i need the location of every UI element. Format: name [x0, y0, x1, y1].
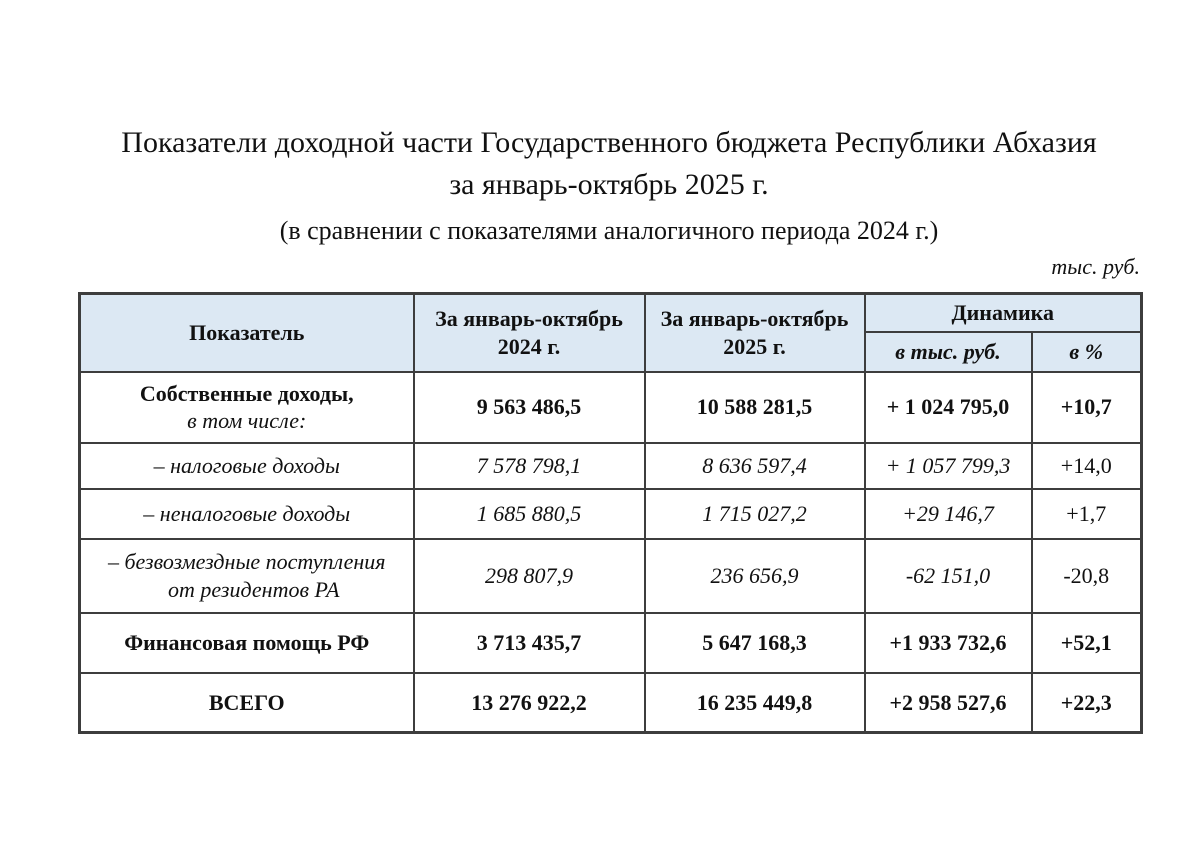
header-dynamics: Динамика: [865, 294, 1142, 332]
value-percent: -20,8: [1032, 539, 1142, 613]
row-label-line-1: – безвозмездные поступления: [107, 549, 386, 574]
row-label-line-2: в том числе:: [187, 408, 307, 433]
value-delta: + 1 057 799,3: [865, 443, 1032, 489]
header-period-2025: За январь-октябрь 2025 г.: [645, 294, 865, 372]
value-percent: +14,0: [1032, 443, 1142, 489]
row-label: Финансовая помощь РФ: [80, 613, 414, 673]
header-dynamics-percent: в %: [1032, 332, 1142, 372]
value-percent: +22,3: [1032, 673, 1142, 733]
row-label: ВСЕГО: [80, 673, 414, 733]
value-delta: +29 146,7: [865, 489, 1032, 539]
row-label: – налоговые доходы: [80, 443, 414, 489]
table-header-row-top: [80, 294, 1142, 332]
budget-revenue-table: [78, 292, 1143, 734]
page-title-line-2: за январь-октябрь 2025 г.: [449, 168, 769, 201]
table-row-tax-revenues: [80, 443, 1142, 489]
header-period-2024: За январь-октябрь 2024 г.: [414, 294, 645, 372]
row-label: [80, 372, 414, 443]
value-2025: 5 647 168,3: [645, 613, 865, 673]
value-percent: +1,7: [1032, 489, 1142, 539]
row-label: [80, 539, 414, 613]
value-2024: 7 578 798,1: [414, 443, 645, 489]
header-indicator: Показатель: [80, 294, 414, 372]
header-dynamics-thousand-rub: в тыс. руб.: [865, 332, 1032, 372]
value-percent: +52,1: [1032, 613, 1142, 673]
table-row-total: [80, 673, 1142, 733]
value-2025: 236 656,9: [645, 539, 865, 613]
document-page: [78, 0, 1140, 734]
value-delta: +2 958 527,6: [865, 673, 1032, 733]
value-2025: 16 235 449,8: [645, 673, 865, 733]
value-2025: 1 715 027,2: [645, 489, 865, 539]
units-note: тыс. руб.: [1051, 254, 1140, 279]
value-2024: 298 807,9: [414, 539, 645, 613]
row-label-line-2: от резидентов РА: [168, 576, 340, 602]
value-delta: -62 151,0: [865, 539, 1032, 613]
value-2024: 13 276 922,2: [414, 673, 645, 733]
page-title-line-1: Показатели доходной части Государственного бюджета Республики Абхазия: [121, 126, 1097, 159]
value-delta: + 1 024 795,0: [865, 372, 1032, 443]
row-label: – неналоговые доходы: [80, 489, 414, 539]
value-2025: 8 636 597,4: [645, 443, 865, 489]
value-delta: +1 933 732,6: [865, 613, 1032, 673]
table-row-nontax-revenues: [80, 489, 1142, 539]
row-label-line-1: Собственные доходы,: [139, 380, 354, 406]
table-row-own-revenues: [80, 372, 1142, 443]
value-percent: +10,7: [1032, 372, 1142, 443]
table-row-financial-aid-rf: [80, 613, 1142, 673]
value-2024: 3 713 435,7: [414, 613, 645, 673]
page-title: [78, 122, 1140, 206]
value-2024: 1 685 880,5: [414, 489, 645, 539]
value-2024: 9 563 486,5: [414, 372, 645, 443]
page-subtitle: (в сравнении с показателями аналогичного периода 2024 г.): [279, 216, 939, 245]
table-row-gratuitous-receipts: [80, 539, 1142, 613]
value-2025: 10 588 281,5: [645, 372, 865, 443]
